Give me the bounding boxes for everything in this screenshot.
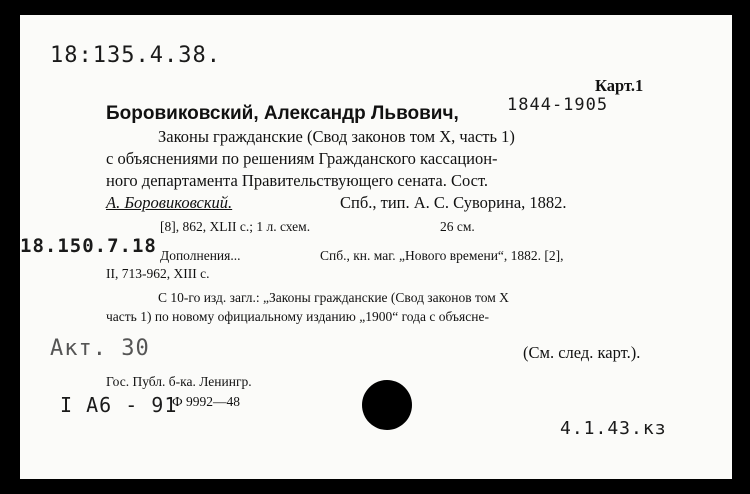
- library-stamp: Гос. Публ. б-ка. Ленингр.: [106, 374, 252, 389]
- stamp-left: Акт. 30: [50, 336, 150, 361]
- catalog-card: [20, 15, 732, 479]
- punch-hole: [362, 380, 412, 430]
- compiler: А. Боровиковский.: [106, 193, 233, 212]
- imprint: Спб., тип. А. С. Суворина, 1882.: [340, 193, 567, 212]
- title-line-3: ного департамента Правительствующего сената. Сост.: [106, 171, 489, 190]
- library-number: Ф 9992—48: [172, 394, 241, 409]
- note-line-1: С 10-го изд. загл.: „Законы гражданские (Свод законов том X: [158, 290, 509, 305]
- shelfmark-3: I А6 - 91: [60, 393, 178, 417]
- supplement-title: Дополнения...: [160, 248, 241, 263]
- supplement-collation: II, 713-962, XIII с.: [106, 266, 210, 281]
- heading-dates: 1844-1905: [507, 95, 609, 115]
- shelfmark-top: 18:135.4.38.: [50, 43, 221, 68]
- note-line-2: часть 1) по новому официальному изданию „1900“ года с объясне-: [106, 309, 489, 324]
- title-line-2: с объяснениями по решениям Гражданского кассацион-: [106, 149, 498, 168]
- size: 26 см.: [440, 219, 475, 234]
- heading-author: Боровиковский, Александр Львович,: [106, 103, 459, 124]
- supplement-imprint: Спб., кн. маг. „Нового времени“, 1882. [2],: [320, 248, 564, 263]
- title-line-1: Законы гражданские (Свод законов том X, часть 1): [158, 127, 515, 146]
- bottom-right-mark: 4.1.43.кз: [560, 418, 667, 439]
- continued-note: (См. след. карт.).: [523, 343, 641, 362]
- shelfmark-2: 18.150.7.18: [20, 235, 157, 257]
- card-number: Карт.1: [595, 76, 644, 95]
- collation: [8], 862, XLII с.; 1 л. схем.: [160, 219, 311, 234]
